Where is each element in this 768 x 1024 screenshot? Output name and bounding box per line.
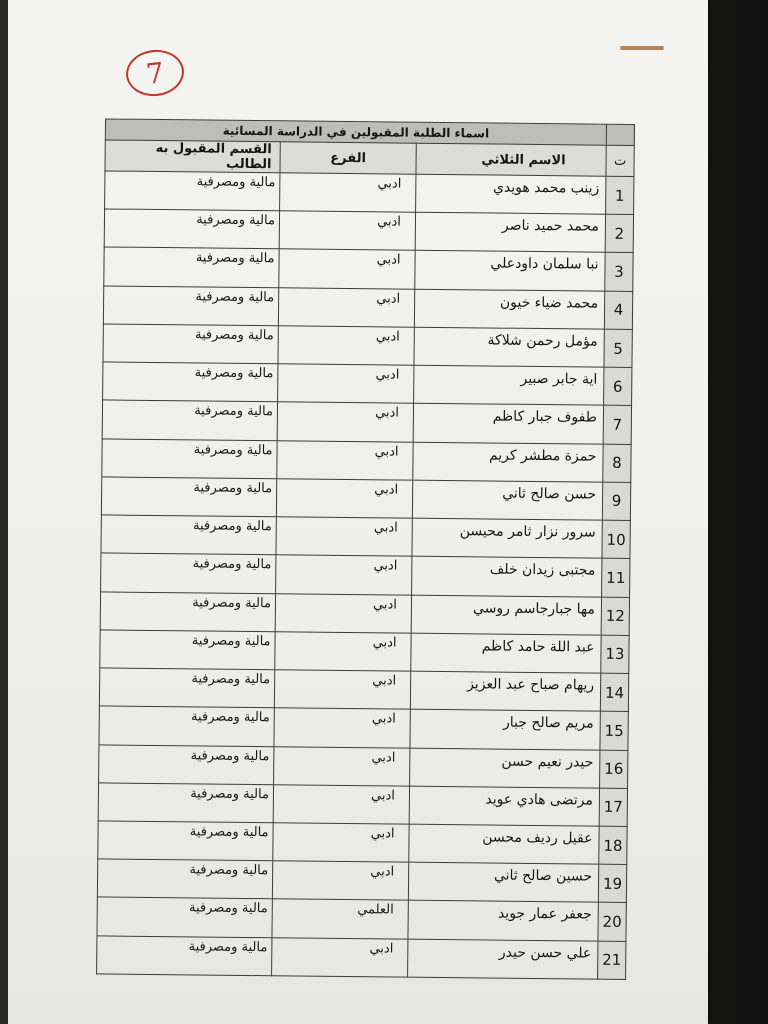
table-row [97,859,626,903]
title-corner-cell [606,124,634,145]
student-department: مالية ومصرفية [101,477,276,517]
student-department: مالية ومصرفية [102,439,277,479]
handwritten-page-number: 7 [124,47,186,99]
student-department: مالية ومصرفية [105,171,280,211]
student-branch: ادبي [279,211,415,251]
student-branch: ادبي [277,402,413,442]
student-name: حيدر نعيم حسن [410,748,600,788]
student-branch: ادبي [274,746,410,786]
student-branch: ادبي [278,326,414,366]
student-branch: ادبي [272,937,408,977]
row-number: 15 [600,711,628,750]
header-name: الاسم الثلاثي [416,143,606,176]
student-department: مالية ومصرفية [97,897,272,937]
row-number: 6 [604,367,632,406]
student-name: مريم صالح جبار [410,709,600,749]
student-department: مالية ومصرفية [101,515,276,555]
student-department: مالية ومصرفية [97,859,272,899]
student-branch: ادبي [276,517,412,557]
row-number: 11 [602,559,630,598]
student-department: مالية ومصرفية [100,630,275,670]
student-branch: ادبي [275,632,411,672]
row-number: 3 [605,253,633,292]
student-branch: ادبي [273,785,409,825]
student-branch: ادبي [273,823,409,863]
table-row [104,247,633,291]
student-name: حسن صالح ثاني [412,480,602,520]
student-name: محمد حميد ناصر [415,212,605,252]
student-name: حمزة مطشر كريم [413,442,603,482]
row-number: 1 [606,176,634,215]
corner-pen-mark [620,46,664,50]
table-body [97,171,634,979]
student-branch: ادبي [277,440,413,480]
table-row [101,477,630,521]
table-row [99,668,628,712]
student-branch: ادبي [276,479,412,519]
header-branch: الفرع [280,142,416,174]
student-department: مالية ومصرفية [103,286,278,326]
student-branch: العلمي [272,899,408,939]
student-department: مالية ومصرفية [102,400,277,440]
table-row [103,324,632,368]
table-row [101,515,630,559]
row-number: 16 [600,750,628,789]
student-name: سرور نزار ثامر محيسن [412,518,602,558]
student-name: زينب محمد هويدي [416,174,606,214]
student-department: مالية ومصرفية [99,706,274,746]
student-name: عبد اللة حامد كاظم [411,633,601,673]
table-row [100,630,629,674]
student-department: مالية ومصرفية [104,209,279,249]
student-branch: ادبي [274,708,410,748]
table-row [103,286,632,330]
student-department: مالية ومصرفية [98,821,273,861]
student-name: اية جابر صبير [414,365,604,405]
row-number: 21 [598,941,626,980]
student-name: محمد ضياء خيون [414,289,604,329]
row-number: 2 [605,214,633,253]
row-number: 13 [601,635,629,674]
table-row [97,936,626,980]
student-branch: ادبي [280,173,416,213]
row-number: 12 [601,597,629,636]
student-department: مالية ومصرفية [103,362,278,402]
table-row [97,897,626,941]
table-row [102,439,631,483]
student-branch: ادبي [275,593,411,633]
student-department: مالية ومصرفية [100,592,275,632]
row-number: 5 [604,329,632,368]
accepted-students-table [96,118,635,980]
student-department: مالية ومصرفية [104,247,279,287]
table-row [99,744,628,788]
student-branch: ادبي [274,670,410,710]
table-row [102,400,631,444]
row-number: 10 [602,520,630,559]
student-name: علي حسن حيدر [408,939,598,979]
table-row [103,362,632,406]
table-row [100,592,629,636]
student-name: مرتضى هادي عويد [409,786,599,826]
row-number: 8 [603,444,631,483]
table-row [101,553,630,597]
row-number: 9 [602,482,630,521]
student-branch: ادبي [278,364,414,404]
student-branch: ادبي [272,861,408,901]
student-branch: ادبي [279,249,415,289]
student-name: مجتبى زيدان خلف [412,557,602,597]
table-row [105,171,634,215]
table-row [99,706,628,750]
row-number: 18 [599,826,627,865]
table-title: اسماء الطلبة المقبولين في الدراسة المسائية [105,119,606,145]
student-name: طفوف جبار كاظم [413,404,603,444]
student-department: مالية ومصرفية [99,668,274,708]
row-number: 17 [599,788,627,827]
student-name: عقيل رديف محسن [409,824,599,864]
student-department: مالية ومصرفية [103,324,278,364]
student-department: مالية ومصرفية [97,936,272,976]
header-department: القسم المقبول به الطالب [105,140,280,173]
row-number: 14 [600,673,628,712]
table-row [98,783,627,827]
student-department: مالية ومصرفية [101,553,276,593]
student-name: حسين صالح ثاني [408,862,598,902]
table-row [104,209,633,253]
student-department: مالية ومصرفية [99,744,274,784]
row-number: 4 [604,291,632,330]
student-branch: ادبي [278,287,414,327]
student-name: نبا سلمان داودعلي [415,251,605,291]
header-num: ت [606,145,634,176]
row-number: 20 [598,903,626,942]
row-number: 7 [603,406,631,445]
table-row [98,821,627,865]
student-name: ريهام صباح عبد العزيز [410,671,600,711]
student-name: مؤمل رحمن شلاكة [414,327,604,367]
row-number: 19 [598,864,626,903]
student-department: مالية ومصرفية [98,783,273,823]
student-name: مها جبارجاسم روسي [411,595,601,635]
student-branch: ادبي [276,555,412,595]
student-name: جعفر عمار جويد [408,901,598,941]
